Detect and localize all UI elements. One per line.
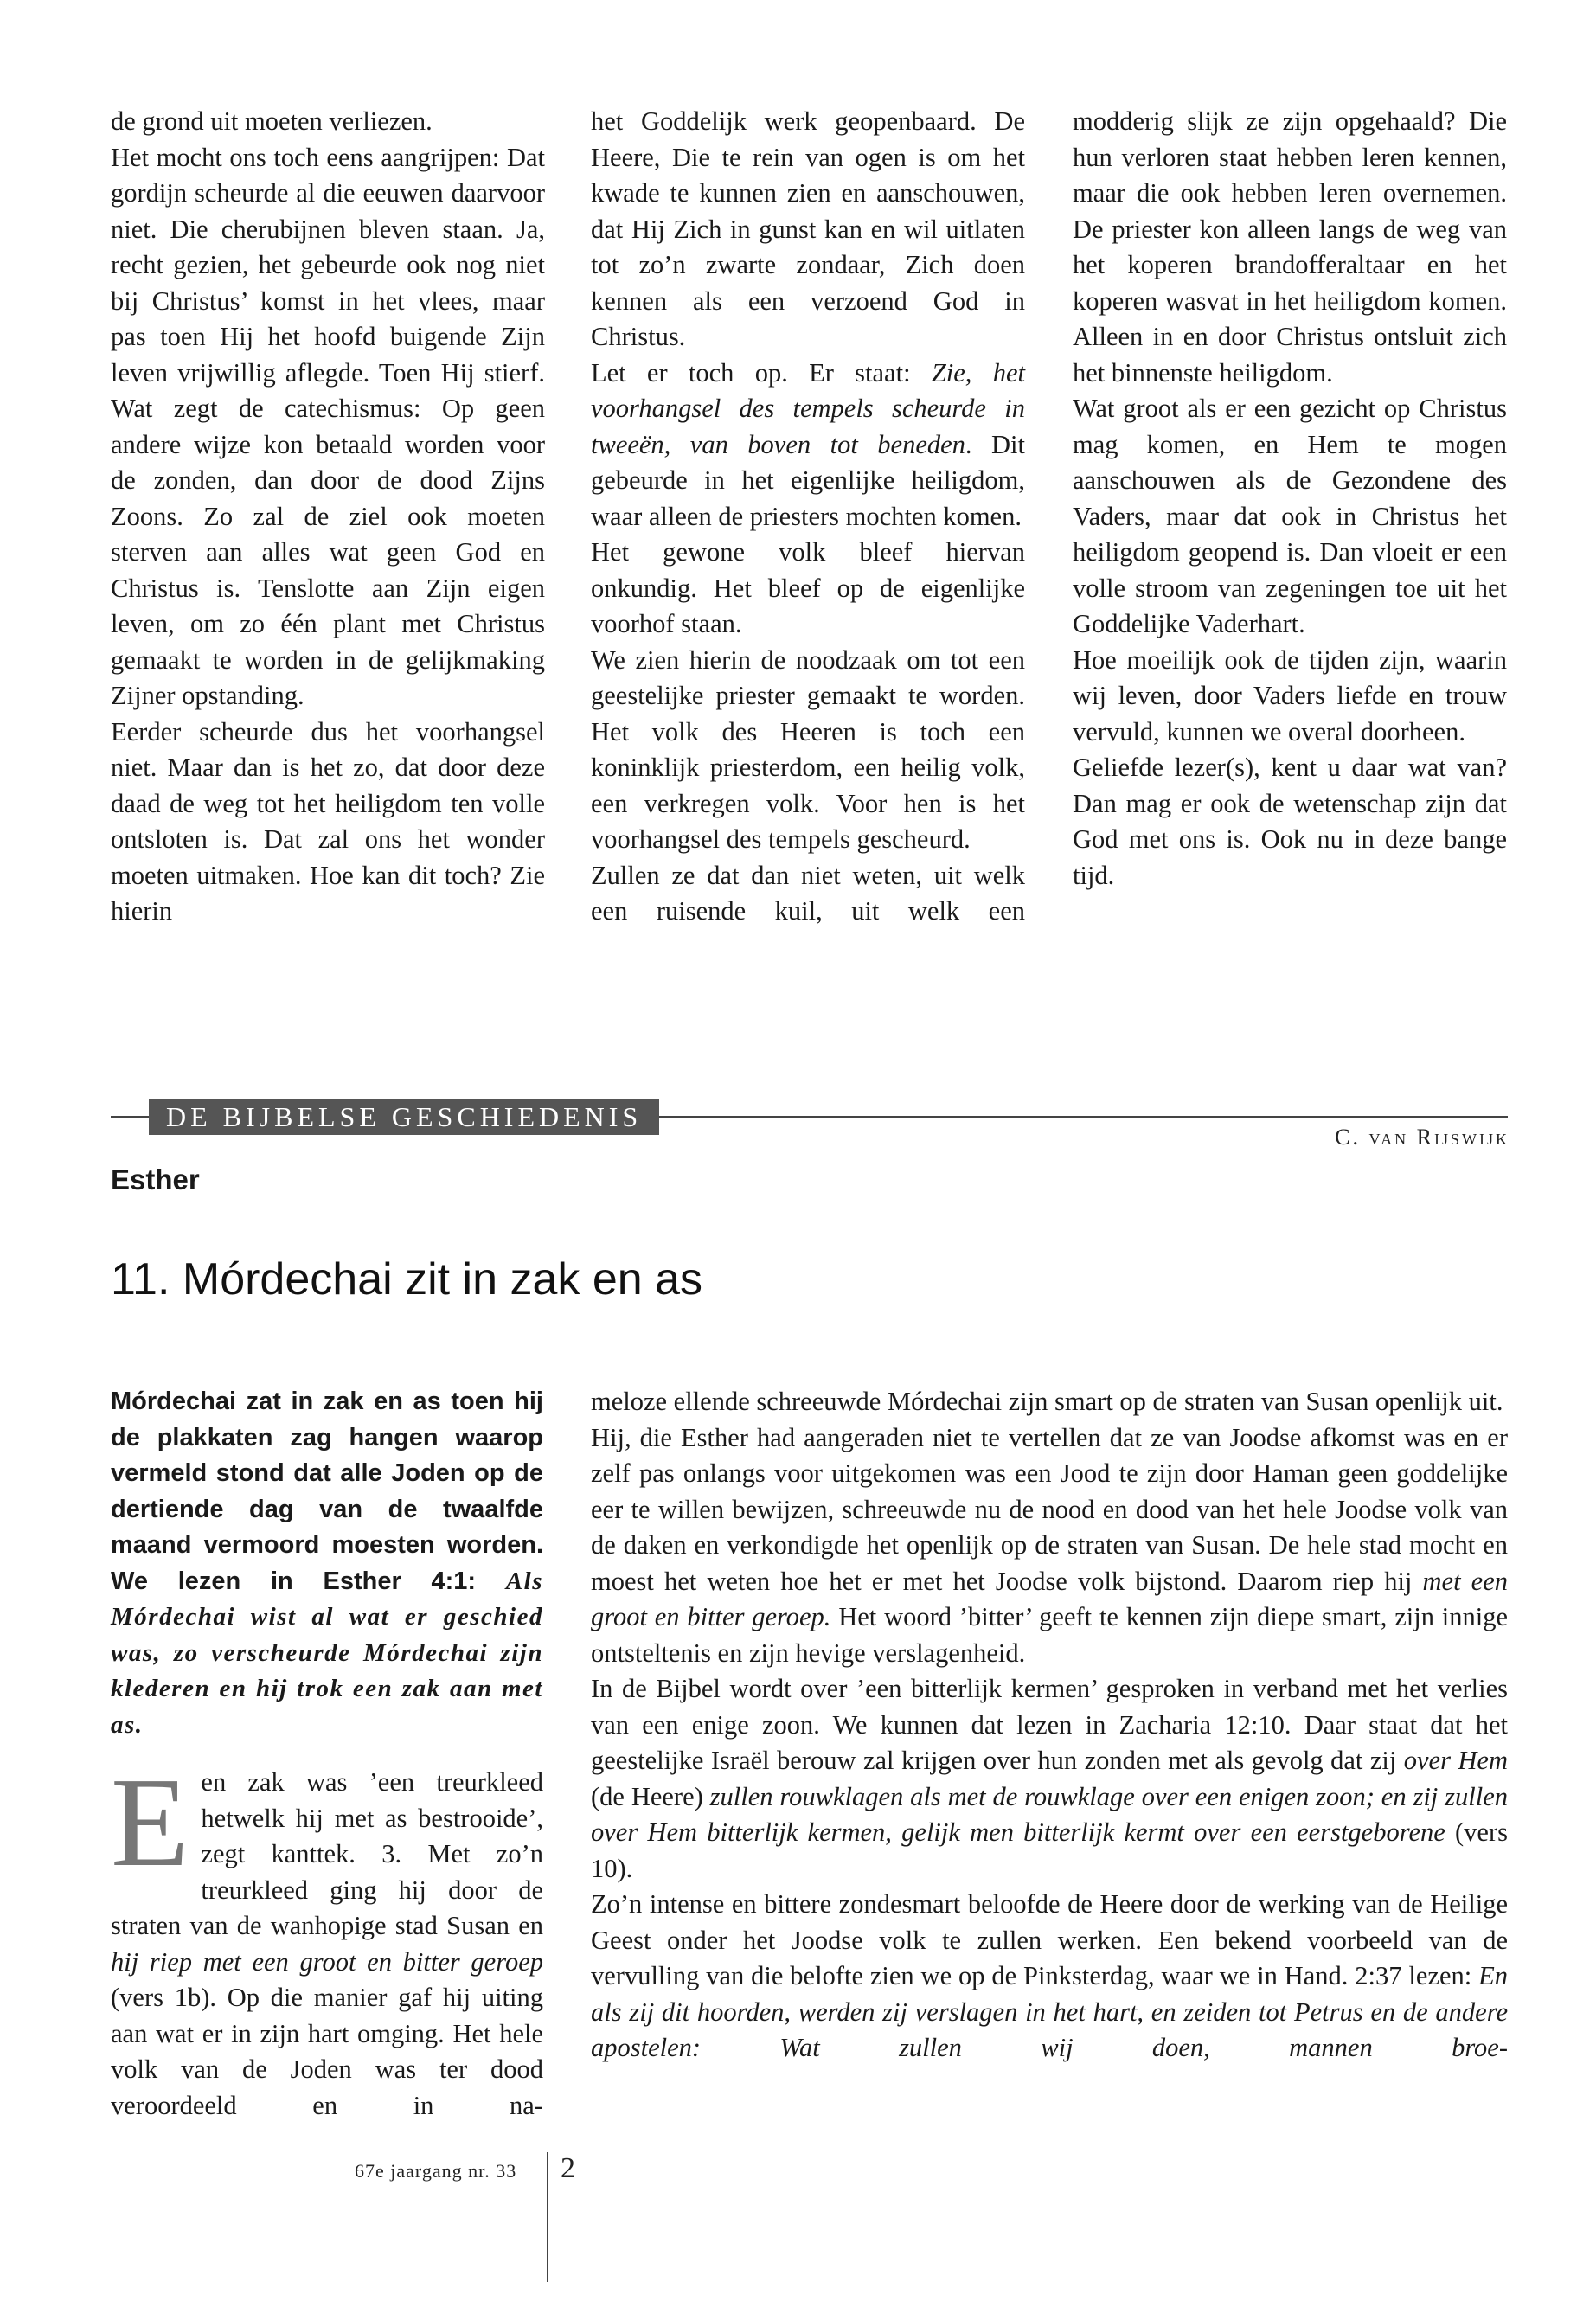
section-label: DE BIJBELSE GESCHIEDENIS (149, 1099, 659, 1135)
scripture-quote: Zie, het voorhangsel des tempels scheurde in tweeën, van boven tot beneden (591, 357, 1025, 459)
paragraph: het Goddelijk werk geopenbaard. De Heere, Die te rein van ogen is om het kwade te kunnen zien en aanschouwen, dat Hij Zich in gunst kan en wil uitlaten tot zo’n zwarte zondaar, Zich doen kennen als een verzoend God in Christus. (591, 106, 1025, 351)
paragraph: Het gewone volk bleef hiervan onkundig. Het bleef op de eigenlijke voorhof staan. (591, 537, 1025, 638)
page-number: 2 (561, 2152, 575, 2184)
text: en zak was ’een treurkleed hetwelk hij met as bestrooide’, zegt kanttek. 3. Met zo’n treurkleed ging hij door de straten van de wanhopige stad Susan en (111, 1767, 543, 1940)
scripture-quote: over Hem (1403, 1746, 1508, 1775)
body-column-right (591, 1384, 1508, 2067)
top-column-3 (1073, 104, 1507, 894)
issue-info: 67e jaargang nr. 33 (355, 2160, 517, 2182)
text: (vers 1b). Op die manier gaf hij uiting aan wat er in zijn hart omging. Het hele volk van de Joden was ter dood veroordeeld en in na- (111, 1983, 543, 2120)
paragraph (591, 356, 1025, 535)
paragraph: We zien hierin de noodzaak om tot een geestelijke priester gemaakt te worden. Het volk des Heeren is toch een koninklijk priesterdom, een heilig volk, een verkregen volk. Voor hen is het voorhangsel des tempels gescheurd. (591, 644, 1025, 854)
paragraph: modderig slijk ze zijn opgehaald? Die hun verloren staat hebben leren kennen, maar die ook hebben leren overnemen. De priester kon alleen langs de weg van het koperen brandofferaltaar en het koperen wasvat in het heiligdom komen. Alleen in en door Christus ontsluit zich het binnenste heiligdom. (1073, 106, 1507, 388)
paragraph: Wat groot als er een gezicht op Christus mag komen, en Hem te mogen aanschouwen als de Gezondene des Vaders, maar dat ook in Christus het heiligdom geopend is. Dan vloeit er een volle stroom van zegeningen toe uit het Goddelijke Vaderhart. (1073, 394, 1507, 638)
paragraph (591, 1420, 1508, 1672)
paragraph (111, 1752, 543, 2124)
intro-quote: Als Mórdechai wist al wat er geschied was, zo verscheurde Mórdechai zijn klederen en hij trok een zak aan met as. (111, 1567, 543, 1739)
intro-text: Mórdechai zat in zak en as toen hij de plakkaten zag hangen waarop vermeld stond dat alle Joden op de dertiende dag van de twaalfde maand vermoord moesten worden. We lezen in Esther 4:1: (111, 1388, 543, 1595)
text: Let er toch op. Er staat: (591, 357, 932, 388)
author-name: C. van Rijswijk (1335, 1125, 1509, 1150)
paragraph: Zullen ze dat dan niet weten, uit welk een ruisende kuil, uit welk een (591, 860, 1025, 926)
article-intro (111, 1384, 543, 1743)
body-column-left (111, 1752, 543, 2124)
text: Zo’n intense en bittere zondesmart beloofde de Heere door de werking van de Heilige Geest onder het Joodse volk te zullen werken. Een bekend voorbeeld van de vervulling van die belofte zien we op de Pinksterdag, waar we in Hand. 2:37 lezen: (591, 1889, 1508, 1990)
paragraph (591, 1887, 1508, 2067)
text: Hij, die Esther had aangeraden niet te vertellen dat ze van Joodse afkomst was en er zelf pas onlangs voor uitgekomen was een Jood te zijn door Haman geen goddelijke eer te willen bewijzen, schreeuwde nu de nood en dood van het hele Joodse volk van de daken en verkondigde het openlijk op de straten van Susan. De hele stad mocht en moest het weten hoe het er met het Joodse volk bijstond. Daarom riep hij (591, 1422, 1508, 1596)
series-title: Esther (111, 1163, 200, 1195)
text: (vers 10). (591, 1817, 1508, 1883)
paragraph: Het mocht ons toch eens aangrijpen: Dat gordijn scheurde al die eeuwen daarvoor niet. Die cherubijnen bleven staan. Ja, recht gezien, het gebeurde ook nog niet bij Christus’ komst in het vlees, maar pas toen Hij het hoofd buigende Zijn leven vrijwillig aflegde. Toen Hij stierf. Wat zegt de catechismus: Op geen andere wijze kon betaald worden voor de zonden, dan door de dood Zijns Zoons. Zo zal de ziel ook moeten sterven aan alles wat geen God en Christus is. Tenslotte aan Zijn eigen leven, om zo één plant met Christus gemaakt te worden in de gelijkmaking Zijner opstanding. (111, 142, 545, 710)
drop-cap: E (111, 1752, 189, 1894)
article-headline: 11. Mórdechai zit in zak en as (111, 1254, 703, 1304)
top-column-2 (591, 104, 1025, 930)
paragraph: Geliefde lezer(s), kent u daar wat van? Dan mag er ook de wetenschap zijn dat God met ons is. Ook nu in deze bange tijd. (1073, 753, 1507, 890)
text: Het woord ’bitter’ geeft te kennen zijn diepe smart, zijn innige ontsteltenis en zijn hevige verslagenheid. (591, 1602, 1509, 1668)
paragraph (591, 1671, 1508, 1887)
top-column-1 (111, 104, 545, 930)
scripture-quote: zullen rouwklagen als met de rouwklage over een enigen zoon; en zij zullen over Hem bitterlijk kermen, gelijk men bitterlijk kermt over een eerstgeborene (591, 1781, 1508, 1847)
paragraph: de grond uit moeten verliezen. (111, 106, 433, 136)
paragraph: meloze ellende schreeuwde Mórdechai zijn smart op de straten van Susan openlijk uit. (591, 1387, 1503, 1416)
text: . Dit gebeurde in het eigenlijke heiligdom, waar alleen de priesters mochten komen. (591, 429, 1025, 531)
scripture-quote: hij riep met een groot en bitter geroep (111, 1946, 543, 1977)
text: In de Bijbel wordt over ’een bitterlijk kermen’ gesproken in verband met het verlies van een enige zoon. We kunnen dat lezen in Zacharia 12:10. Daar staat dat het geestelijke Israël berouw zal krijgen over hun zonden met als gevolg dat zij (591, 1674, 1508, 1775)
scripture-quote: met een groot en bitter geroep. (591, 1566, 1508, 1631)
scripture-quote: En als zij dit hoorden, werden zij verslagen in het hart, en zeiden tot Petrus en de andere apostelen: Wat zullen wij doen, mannen broe- (591, 1961, 1508, 2062)
paragraph: Eerder scheurde dus het voorhangsel niet. Maar dan is het zo, dat door deze daad de weg tot het heiligdom ten volle ontsloten is. Dat zal ons het wonder moeten uitmaken. Hoe kan dit toch? Zie hierin (111, 716, 545, 926)
footer-divider (547, 2152, 548, 2282)
text: (de Heere) (591, 1781, 710, 1811)
paragraph: Hoe moeilijk ook de tijden zijn, waarin wij leven, door Vaders liefde en trouw vervuld, kunnen we overal doorheen. (1073, 644, 1507, 747)
